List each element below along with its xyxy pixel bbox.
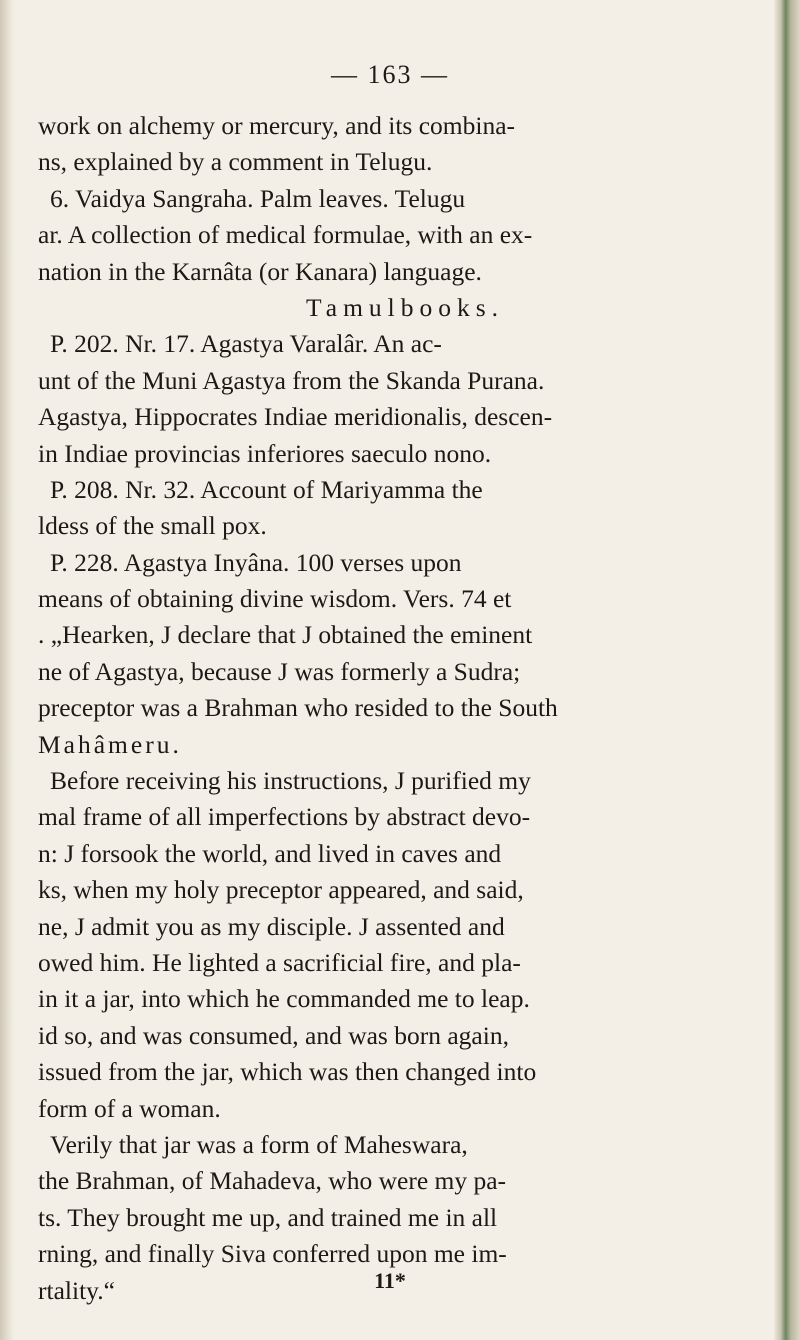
- text-line: mal frame of all imperfections by abstract devo-: [38, 802, 531, 832]
- text-line: . „Hearken, J declare that J obtained the eminent: [38, 620, 533, 650]
- text-line: rtality.“: [38, 1275, 115, 1305]
- text-line: ldess of the small pox.: [38, 511, 267, 541]
- text-line: form of a woman.: [38, 1093, 221, 1123]
- text-line: in it a jar, into which he commanded me to leap.: [38, 984, 530, 1014]
- paragraph-start-line: Verily that jar was a form of Maheswara,: [50, 1129, 468, 1159]
- text-line: ne, J admit you as my disciple. J assented and: [38, 911, 505, 941]
- paragraph-start-line: Before receiving his instructions, J purified my: [50, 766, 531, 796]
- text-line: owed him. He lighted a sacrificial fire, and pla-: [38, 947, 521, 977]
- entry-heading-line: 6. Vaidya Sangraha. Palm leaves. Telugu: [50, 183, 466, 213]
- entry-heading-line: P. 202. Nr. 17. Agastya Varalâr. An ac-: [50, 329, 442, 359]
- text-line: unt of the Muni Agastya from the Skanda Purana.: [38, 365, 545, 395]
- left-page-gutter: [0, 0, 14, 1340]
- page-text: [20, 108, 750, 1309]
- text-line: in Indiae provincias inferiores saeculo nono.: [38, 438, 492, 468]
- section-heading: Tamulbooks.: [305, 292, 505, 322]
- signature-mark: 11*: [374, 1268, 406, 1293]
- text-line: ns, explained by a comment in Telugu.: [38, 147, 433, 177]
- book-page: [20, 0, 760, 1340]
- text-line: means of obtaining divine wisdom. Vers. 74 et: [38, 584, 512, 614]
- text-line: preceptor was a Brahman who resided to the South: [38, 693, 558, 723]
- text-line: ar. A collection of medical formulae, with an ex-: [38, 220, 533, 250]
- text-line: nation in the Karnâta (or Kanara) language.: [38, 256, 482, 286]
- right-page-edge: [774, 0, 800, 1340]
- text-line: Agastya, Hippocrates Indiae meridionalis, descen-: [38, 402, 553, 432]
- text-line: issued from the jar, which was then changed into: [38, 1057, 537, 1087]
- text-line: the Brahman, of Mahadeva, who were my pa-: [38, 1166, 507, 1196]
- entry-heading-line: P. 228. Agastya Inyâna. 100 verses upon: [50, 547, 462, 577]
- entry-heading-line: P. 208. Nr. 32. Account of Mariyamma the: [50, 474, 483, 504]
- text-line: n: J forsook the world, and lived in caves and: [38, 838, 502, 868]
- text-line: ts. They brought me up, and trained me in all: [38, 1202, 498, 1232]
- text-line: ne of Agastya, because J was formerly a Sudra;: [38, 656, 521, 686]
- text-line: rning, and finally Siva conferred upon me im-: [38, 1239, 507, 1269]
- page-number: — 163 —: [331, 60, 449, 89]
- text-line: ks, when my holy preceptor appeared, and said,: [38, 875, 524, 905]
- text-line: id so, and was consumed, and was born again,: [38, 1020, 509, 1050]
- text-line: work on alchemy or mercury, and its combina-: [38, 111, 516, 140]
- text-line: Mahâmeru.: [38, 729, 182, 759]
